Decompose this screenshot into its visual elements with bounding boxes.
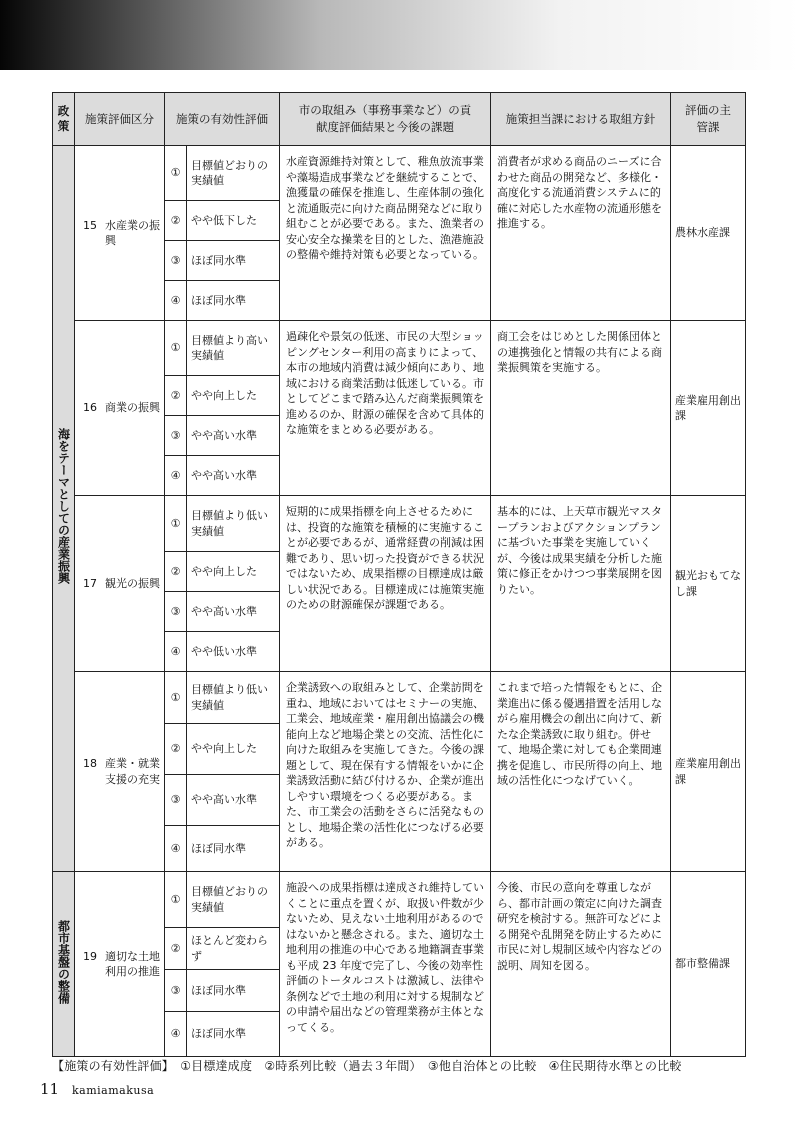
measure-category — [75, 872, 165, 1057]
eval-text: やや高い水準 — [187, 592, 280, 632]
measure-category — [75, 672, 165, 872]
department-policy-text: 消費者が求める商品のニーズに合わせた商品の開発など、多様化・高度化する流通消費システムに的確に対応した水産物の流通形態を推進する。 — [491, 146, 671, 321]
eval-text: ほぼ同水準 — [187, 281, 280, 321]
policy-name: 海をテーマとしての産業振興 — [56, 428, 71, 585]
eval-marker: ② — [165, 928, 187, 970]
evaluator-department: 産業雇用創出課 — [671, 672, 746, 872]
evaluator-department: 農林水産課 — [671, 146, 746, 321]
table-row — [53, 496, 746, 552]
table-row — [53, 872, 746, 928]
eval-text: 目標値より低い実績値 — [187, 672, 280, 724]
eval-text: やや低い水準 — [187, 632, 280, 672]
eval-text: やや高い水準 — [187, 775, 280, 826]
eval-marker: ④ — [165, 1012, 187, 1057]
measure-number: 18 — [83, 757, 97, 770]
header-gradient-bar — [0, 0, 800, 70]
col-header-effectiveness: 施策の有効性評価 — [165, 93, 280, 146]
footer-brand: kamiamakusa — [72, 1084, 155, 1097]
eval-marker: ③ — [165, 970, 187, 1012]
eval-text: やや高い水準 — [187, 416, 280, 456]
policy-cell — [53, 872, 75, 1057]
eval-marker: ① — [165, 146, 187, 201]
eval-marker: ② — [165, 552, 187, 592]
table-header-row — [53, 93, 746, 146]
eval-marker: ③ — [165, 416, 187, 456]
measure-name: 水産業の振興 — [105, 218, 160, 247]
evaluator-department: 都市整備課 — [671, 872, 746, 1057]
eval-marker: ③ — [165, 241, 187, 281]
eval-marker: ① — [165, 872, 187, 928]
eval-marker: ③ — [165, 775, 187, 826]
eval-marker: ④ — [165, 826, 187, 872]
col-header-department-policy: 施策担当課における取組方針 — [491, 93, 671, 146]
effectiveness-legend: 【施策の有効性評価】 ①目標達成度 ②時系列比較（過去３年間） ③他自治体との比較 ④住民期待水準との比較 — [52, 1059, 682, 1073]
eval-marker: ③ — [165, 592, 187, 632]
table-row — [53, 146, 746, 201]
measure-number: 15 — [83, 218, 97, 232]
eval-text: やや向上した — [187, 724, 280, 775]
eval-marker: ② — [165, 201, 187, 241]
col-header-evaluator: 評価の主管課 — [671, 93, 746, 146]
policy-cell — [53, 146, 75, 872]
eval-text: やや向上した — [187, 376, 280, 416]
city-effort-text: 水産資源維持対策として、稚魚放流事業や藻場造成事業などを継続することで、漁獲量の確保を推進し、生産体制の強化と流通販売に向けた商品開発などに取り組むことが必要である。また、漁業者の安心安全な操業を目的とした、漁港施設の整備や維持対策も必要となっている。 — [280, 146, 491, 321]
eval-text: 目標値より高い実績値 — [187, 321, 280, 376]
col-header-category: 施策評価区分 — [75, 93, 165, 146]
col-header-city-effort: 市の取組み（事務事業など）の貢献度評価結果と今後の課題 — [280, 93, 491, 146]
evaluator-department: 産業雇用創出課 — [671, 321, 746, 496]
eval-marker: ④ — [165, 456, 187, 496]
policy-name: 都市基盤の整備 — [56, 919, 71, 1004]
measure-number: 16 — [83, 401, 97, 415]
eval-text: ほとんど変わらず — [187, 928, 280, 970]
eval-text: 目標値どおりの実績値 — [187, 146, 280, 201]
table-row — [53, 321, 746, 376]
department-policy-text: これまで培った情報をもとに、企業進出に係る優遇措置を活用しながら雇用機会の創出に向けて、新たな企業誘致に取り組む。併せて、地場企業に対しても企業間連携を促進し、市民所得の向上、地域の活性化につなげていく。 — [491, 672, 671, 872]
measure-number: 17 — [83, 576, 97, 590]
eval-text: 目標値より低い実績値 — [187, 496, 280, 552]
evaluator-department: 観光おもてなし課 — [671, 496, 746, 672]
eval-text: やや低下した — [187, 201, 280, 241]
page-number: 11 — [40, 1080, 60, 1098]
city-effort-text: 短期的に成果指標を向上させるためには、投資的な施策を積極的に実施することが必要であるが、通常経費の削減は困難であり、思い切った投資ができる状況ではないため、成果指標の目標達成は厳しい状況である。目標達成には施策実施のための財源確保が課題である。 — [280, 496, 491, 672]
city-effort-text: 企業誘致への取組みとして、企業訪問を重ね、地域においてはセミナーの実施、工業会、地域産業・雇用創出協議会の機能向上など地場企業との交流、活性化に向けた取組みを実施してきた。今後の課題として、現在保有する情報をいかに企業誘致活動に結び付けるか、企業が進出しやすい環境をつくる必要がある。また、市工業会の活動をさらに活発なものとし、地場企業の活性化につなげる必要がある。 — [280, 672, 491, 872]
eval-text: 目標値どおりの実績値 — [187, 872, 280, 928]
table-row — [53, 672, 746, 724]
eval-marker: ② — [165, 376, 187, 416]
department-policy-text: 基本的には、上天草市観光マスタープランおよびアクションプランに基づいた事業を実施していくが、今後は成果実績を分析した施策に修正をかけつつ事業展開を図りたい。 — [491, 496, 671, 672]
eval-marker: ① — [165, 672, 187, 724]
eval-marker: ① — [165, 496, 187, 552]
eval-text: ほぼ同水準 — [187, 241, 280, 281]
eval-marker: ④ — [165, 632, 187, 672]
measure-name: 商業の振興 — [105, 401, 160, 415]
city-effort-text: 施設への成果指標は達成され維持していくことに重点を置くが、取扱い件数が少ないため、見えない土地利用があるのではないかと懸念される。また、適切な土地利用の推進の中心である地籍調査事業も平成 23 年度で完了し、今後の効率性評価のトータルコストは激減し、法律や条例などで土地の利用に対する規制などの申請や届出などの管理業務が主体となってくる。 — [280, 872, 491, 1057]
department-policy-text: 商工会をはじめとした関係団体との連携強化と情報の共有による商業振興策を実施する。 — [491, 321, 671, 496]
eval-text: ほぼ同水準 — [187, 826, 280, 872]
eval-text: やや向上した — [187, 552, 280, 592]
eval-text: ほぼ同水準 — [187, 970, 280, 1012]
eval-marker: ④ — [165, 281, 187, 321]
measure-category — [75, 146, 165, 321]
measure-name: 観光の振興 — [105, 576, 160, 590]
measure-category — [75, 321, 165, 496]
department-policy-text: 今後、市民の意向を尊重しながら、都市計画の策定に向けた調査研究を検討する。無許可などによる開発や乱開発を防止するために市民に対し規制区域や内容などの説明、周知を図る。 — [491, 872, 671, 1057]
col-header-policy: 政策 — [53, 93, 75, 146]
eval-text: ほぼ同水準 — [187, 1012, 280, 1057]
eval-marker: ② — [165, 724, 187, 775]
evaluation-table — [52, 92, 746, 1057]
measure-category — [75, 496, 165, 672]
city-effort-text: 過疎化や景気の低迷、市民の大型ショッピングセンター利用の高まりによって、本市の地域内消費は減少傾向にあり、地域における商業活動は低迷している。市としてどこまで踏み込んだ商業振興策を進めるのか、財源の確保を含めて具体的な施策をまとめる必要がある。 — [280, 321, 491, 496]
eval-marker: ① — [165, 321, 187, 376]
measure-name: 適切な土地利用の推進 — [105, 949, 160, 978]
measure-name: 産業・就業支援の充実 — [105, 757, 160, 786]
measure-number: 19 — [83, 949, 97, 963]
eval-text: やや高い水準 — [187, 456, 280, 496]
